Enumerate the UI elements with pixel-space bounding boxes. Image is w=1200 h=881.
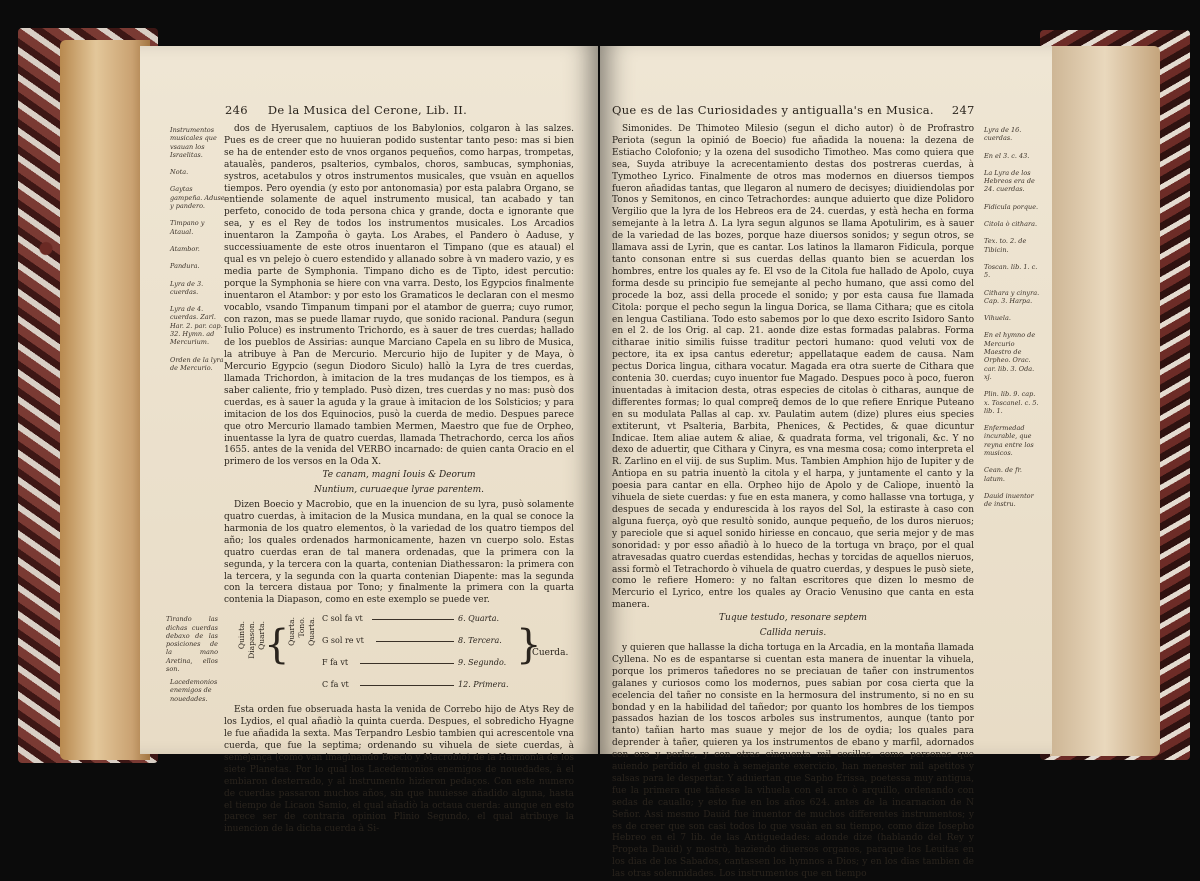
page-edges-left	[60, 40, 150, 760]
margin-note: Fidicula porque.	[984, 202, 1039, 211]
string-line	[360, 663, 454, 664]
margin-note: Lacedemonios enemigos de nouedades.	[170, 678, 218, 703]
margin-note: Atambor.	[170, 244, 200, 253]
margin-note: Toscan. lib. 1. c. 5.	[984, 262, 1038, 280]
margin-note: Cithara y cinyra. Cap. 3. Harpa.	[984, 288, 1040, 305]
body-paragraph: y quieren que hallasse la dicha tortuga en la Arcadia, en la montaña llamada Cyllena. No es de espantarse si cuentan esta manera de inuentar la vihuela, porque los primeros tañedores no se preciauan de tañer con instrumentos galanes y curiosos como los modernos, pues sabian por cosa cierta que la ecelencia del tañer no consiste en la hermosura del instrumento, si no en su bondad y en la habilidad del tañedor; por quanto los hombres de los tiempos passados hazian de los toscos arboles sus instrumentos, aunque (tanto por tanto) tañian harto mas suaue y mejor de los de oydia; los quales para deprender à tañer, quieren ya los instrumentos de ebano y marfil, adornados con oro y perlas, y con otras cinquenta mil cosillas, como personas que auiendo perdido el gusto à semejante exercicio, han menester mil apetitos y salsas para le despertar. Y aduiertan que Sapho Erissa, poetessa muy antigua, fue la primera que tañesse la vihuela con el arco ò arquillo, ordenando con sedas de cauallo; y esto fue en los años 624. antes de la incarnacion de N Señor. Assi mesmo Dauid fue inuentor de muchos differentes instrumentos; y es de creer que son casi todos lo que vsuàn en su tiempo, como dize Iosepho Hebreo en el 7 lib. de las Antiguedades: adonde dize (hablando del Rey y Propeta Dauid) y mostrò, haziendo diuersos organos, paraque los Leuitas en los dias de los Sabados, cantassen los hymnos a Dios; y en los dias tambien de las otras solennidades. Los instrumentos que en tiempo	[612, 642, 974, 880]
margin-note: Citola ò cithara.	[984, 220, 1038, 229]
verse-line: Callida neruis.	[759, 628, 827, 639]
string-number: 8. Tercera.	[458, 636, 502, 646]
diagram-margin-note: Tirando las dichas cuerdas debaxo de las posiciones de la mano Aretina, ellos son.	[166, 615, 218, 674]
margin-note: Lyra de 4. cuerdas. Zarl. Har. 2. par. cap. 32. Hymn. ad Mercurium.	[170, 305, 223, 347]
right-running-head	[612, 103, 975, 117]
margin-note: Lyra de 16. cuerdas.	[984, 126, 1022, 143]
margin-note: En el 3. c. 43.	[984, 151, 1030, 160]
right-page-title: Que es de las Curiosidades y antigualla's en Musica.	[612, 103, 934, 117]
verse-line: Nuntium, curuaeque lyrae parentem.	[313, 485, 485, 496]
string-line	[376, 641, 454, 642]
right-text-column	[612, 124, 974, 881]
string-number: 9. Segundo.	[458, 658, 507, 668]
string-name: F fa vt	[322, 658, 349, 668]
string-name: C fa vt	[322, 680, 349, 690]
margin-note: Gaytas gampeña. Aduse y pandero.	[170, 185, 225, 211]
margin-note: Lyra de 3. cuerdas.	[170, 279, 204, 296]
right-page-number: 247	[951, 103, 975, 117]
margin-note: Plin. lib. 9. cap. x. Toscanel. c. 5. lib. 1.	[984, 390, 1039, 415]
right-brace-icon: {	[516, 622, 542, 669]
right-page	[600, 46, 1052, 880]
interval-label: Tono.	[297, 617, 306, 638]
body-paragraph: Esta orden fue obseruada hasta la venida de Correbo hijo de Atys Rey de los Lydios, el qual añadiò la quinta cuerda. Despues, el sobredicho Hyagne le fue añadida la sexta. Mas Terpandro Lesbio tambien qui acrescentole vna cuerda, que fue la septima; ordenando su vihuela de siete cuerdas, à semejança (como van imaginando Boecio y Macrobio) de la Harmonia de los siete Planetas. Por lo qual los Lacedemonios enemigos de nouedades, à el embiaron desterrado, y al instrumento hizieron pedaços. Con este numero de cuerdas passaron muchos años, sin que huuiesse añadido alguna, hasta el tiempo de Licaon Samio, el qual añadiò la octaua cuerda: aunque en esto parece ser de contraria opinion Plinio Segundo, el qual atribuye la inuencion de la dicha cuerda à Si-	[224, 705, 574, 835]
interval-label: Quinta.	[237, 621, 246, 650]
margin-note: En el hymno de Mercurio Maestro de Orpheo. Orac. car. lib. 3. Oda. xj.	[984, 331, 1036, 381]
left-margin-notes	[170, 126, 226, 381]
string-number: 6. Quarta.	[458, 614, 500, 624]
left-page-number: 246	[225, 103, 248, 117]
string-name: G sol re vt	[322, 636, 364, 646]
verse-line: Te canam, magni Iouis & Deorum	[322, 470, 476, 481]
margin-note: Pandura.	[170, 262, 200, 271]
left-running-head	[225, 103, 467, 117]
margin-note: Instrumentos musicales que vsauan los Israelitas.	[170, 126, 217, 159]
interval-label: Quarta.	[287, 617, 296, 647]
string-line	[372, 619, 454, 620]
margin-note: Enfermedad incurable, que reyna entre los musicos.	[984, 424, 1034, 458]
margin-note: Orden de la lyra de Mercurio.	[170, 355, 224, 372]
interval-label: Quarta.	[257, 621, 266, 651]
string-line	[360, 685, 454, 686]
margin-note: Tex. to. 2. de Tibicin.	[984, 237, 1027, 254]
left-page-title: De la Musica del Cerone, Lib. II.	[267, 103, 468, 117]
string-number: 12. Primera.	[458, 680, 509, 690]
right-margin-notes	[984, 126, 1042, 518]
page-edges-right	[1050, 46, 1160, 756]
margin-note: Vihuela.	[984, 314, 1011, 323]
body-paragraph: dos de Hyerusalem, captiuos de los Babylonios, colgaron à las salzes. Pues es de creer que no huuieran podido sustentar tanto peso: mas si bien se ha de entender esto de vnos organos pequeños, como harpas, trompetas, ataualès, panderos, psalterios, cymbalos, choros, sambucas, symphonias, systros, acetabulos y otros instrumentos musicales, que vsuàn en aquellos tiempos. Pero oyendia (y esto por antonomasia) por esta palabra Organo, se entiende solamente de aquel instrumento musical, tan acabado y tan perfeto, conocido de toda persona chica y grande, docta e ignorante que sea, y es el Rey de todos los instrumentos musicales. Los Arcadios inuentaron la Zampoña ò gayta. Los Arabes, el Pandero ò Aaduse, y successiuamente de este otros inuentaron el Timpano (que es ataual) el qual es vn pelejo ò cuero estendido y allanado sobre à vn madero vazio, y es media parte de Symphonia. Timpano dicho es de Tipto, idest percutio: porque la Symphonia se hiere con vna varra. Desto, los Egypcios finalmente inuentaron el Atambor: y por esto los Gramaticos le declaran con el mesmo vocablo, vsando Timpanum timpani por el atambor de guerra; cuyo rumor, con razon, mas se puede llamar ruydo, que sonido racional. Pandura (segun Iulio Poluce) es instrumento Trichordo, es à sauer de tres cuerdas; hallado de los pueblos de Assirias: aunque Marciano Capela en su libro de Musica, la atribuye à Pan de Mercurio. Mercurio hijo de Iupiter y de Maya, ò Mercurio Egypcio (segun Diodoro Siculo) hallò la Lyra de tres cuerdas, llamada Trichordon, à imitacion de la tres mudanças de los tiempos, es à saber caliente, frio y templado. Pusò dizen, tres cuerdas y no mas: pusò dos cuerdas, es à sauer la aguda y la graue à imitacion de los Solsticios; y para imitacion de los dos Equinocios, pusò la cuerda de medio. Despues parece que otro Mercurio llamado tambien Mermen, Maestro que fue de Orpheo, inuentasse la lyra de quatro cuerdas, llamada Thetrachordo, cerca los años 1655. antes de la venida del VERBO incarnado: de quien canta Oracio en el primero de los versos en la Oda X.	[224, 124, 574, 468]
margin-note: Nota.	[170, 168, 189, 177]
margin-note: Cean. de fr. latum.	[984, 466, 1022, 483]
margin-note: Timpano y Ataual.	[170, 219, 205, 236]
left-brace-icon: {	[264, 622, 290, 669]
body-paragraph: Simonides. De Thimoteo Milesio (segun el dicho autor) ò de Profrastro Periota (segun la opinió de Boecio) fue añadida la nouena: la dezena de Estiacho Colofonio; y la ozena del susodicho Timotheo. Mas como quiera que sea, Suyda atribuye la acrecentamiento destas dos postreras cuerdas, à Tymotheo Lyrico. Finalmente de otros mas modernos en diuersos tiempos fueron añadidas tantas, que llegaron al numero de decisyes; diuidiendolas por Tonos y Semitonos, en cinco Tetrachordes: aunque aduierto que dize Polidoro Vergilio que la lyra de los Hebreos era de 24. cuerdas, y està hecha en forma semejante à la letra Δ. La lyra segun algunos se llama Apotulirim, es à sauer de la variedad de las bozes, porque haze diuersos sonidos; y segun otros, se llamava assi de Lyrin, que es cantar. Los latinos la llamaron Fidicula, porque tanto consonan entre si sus cuerdas dellas quanto bien se acuerdan los hombres, entre los quales ay fe. El vso de la Citola fue hallado de Apolo, cuya forma desde su principio fue semejante al pecho humano, que assi como del procede la boz, assi della procede el sonido; y por esta causa fue llamada Citola: porque el pecho segun la lingua Dorica, se llama Cithara; que es citola en lengua Castiliana. Todo esto sabemos por lo que dexo escrito Isidoro Santo en el 2. de los Orig. al cap. 21. aonde dize estas formadas palabras. Forma citharae initio similis fuisse traditur pectori humano: quod veluti vox de pectore, ita ex ipsa cantus ederetur; appellataque eadem de causa. Nam pectus Dorica lingua, cithara vocatur. Magada era otra suerte de Cithara que contenia 30. cuerdas; cuyo inuentor fue Magado. Despues poco à poco, fueron inuentadas à imitacion desta, otras especies de citolas ò citharas, aunque de differentes formas; lo qual compreq̃ demos de lo que refiere Enrique Puteano en su modulata Pallas al cap. xv. Paulatim autem (dize) plures eius species extiterunt, vt Psalteria, Barbita, Phenices, & Pectides, & quae dicuntur Indicae. Item aliae autem & aliae, & quadrata forma, vel trigonali, &c. Y no dexo de aduertir, que Cithara y Cinyra, es vna mesma cosa; como interpreta el R. Zarlino en el viij. de sus Suplim. Mus. Tambien Amphion hijo de Iupiter y de Antiopa en su patria inuentò la citola y el harpa, y juntamente el canto y la poesia para cantar en ella. Orpheo hijo de Apolo y de Caliope, inuentò la vihuela de siete cuerdas: y fue en esta manera, y como hallasse vna tortuga, y despues de secada y endurescida à los rayos del Sol, la estiraste à caso con alguna fuerça, oyò que resultò sonido, aunque pequeño, de los duros nieruos; y pareciole que si aquel sonido hiriesse en concauo, que seria mejor y de mas sonoridad: y por esso añadiò à lo hueco de la tortuga vn braço, por el qual atravesadas quatro cuerdas estendidas, hechas y torcidas de aquellos nieruos, assi formò el Tetrachordo ò vihuela de quatro cuerdas, y despues le pusò siete, como le refiere Homero: y no faltan escritores que dizen lo mesmo de Mercurio el Lyrico, entre los quales ay Oracio Venusino que canta en esta manera.	[612, 124, 974, 611]
interval-label: Quarta.	[307, 617, 316, 647]
cuerda-label: Cuerda.	[532, 648, 569, 659]
margin-note: Dauid inuentor de instru.	[984, 491, 1034, 509]
left-margin-notes-lower	[170, 678, 226, 712]
margin-note: La Lyra de los Hebreos era de 24. cuerdas.	[984, 168, 1035, 194]
string-name: C sol fa vt	[322, 614, 363, 624]
body-paragraph: Dizen Boecio y Macrobio, que en la inuencion de su lyra, pusò solamente quatro cuerdas, à imitacion de la Musica mundana, en la qual se conoce la harmonia de los quatro elementos, ò la variedad de los quatro tiempos del año; los quales ordenados harmonicamente, hazen vn cuerpo solo. Estas quatro cuerdas eran de tal manera ordenadas, que la primera con la segunda, y la tercera con la quarta, contenian Diathessaron: la primera con la tercera, y la segunda con la quarta contenian Diapente: mas la segunda con la tercera distaua por Tono; y finalmente la primera con la quarta contenia la Diapason, como en este exemplo se puede ver.	[224, 500, 574, 606]
verse-line: Tuque testudo, resonare septem	[719, 613, 867, 624]
left-page	[140, 46, 598, 835]
interval-label: Diapason.	[247, 621, 256, 659]
